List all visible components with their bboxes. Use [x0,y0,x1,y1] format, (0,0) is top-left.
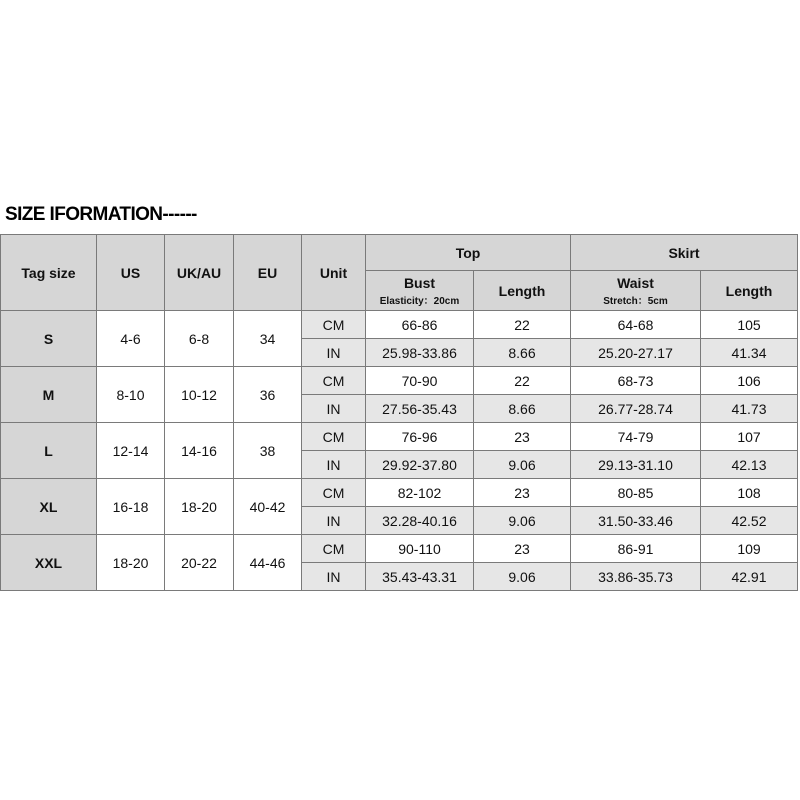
header-top-length: Length [474,271,571,311]
top-length-cell: 9.06 [474,451,571,479]
header-row-top [1,235,798,271]
bust-cell: 29.92-37.80 [366,451,474,479]
tag-size-cell: XL [1,479,97,535]
top-length-cell: 23 [474,535,571,563]
waist-cell: 74-79 [571,423,701,451]
unit-cell: IN [302,339,366,367]
table-row [1,367,798,395]
header-us: US [97,235,165,311]
header-waist-note: Stretch：5cm [603,295,668,307]
unit-cell: IN [302,507,366,535]
top-length-cell: 23 [474,423,571,451]
skirt-length-cell: 106 [701,367,798,395]
us-size-cell: 4-6 [97,311,165,367]
top-length-cell: 9.06 [474,563,571,591]
eu-size-cell: 40-42 [234,479,302,535]
waist-cell: 26.77-28.74 [571,395,701,423]
waist-cell: 33.86-35.73 [571,563,701,591]
top-length-cell: 9.06 [474,507,571,535]
header-unit: Unit [302,235,366,311]
eu-size-cell: 38 [234,423,302,479]
skirt-length-cell: 41.73 [701,395,798,423]
unit-cell: IN [302,563,366,591]
header-tag-size: Tag size [1,235,97,311]
bust-cell: 25.98-33.86 [366,339,474,367]
top-length-cell: 22 [474,367,571,395]
tag-size-cell: M [1,367,97,423]
header-uk-au: UK/AU [165,235,234,311]
header-skirt-length: Length [701,271,798,311]
size-table [0,234,798,591]
unit-cell: CM [302,311,366,339]
header-bust-note: Elasticity：20cm [379,295,460,307]
unit-cell: CM [302,423,366,451]
table-row [1,535,798,563]
us-size-cell: 8-10 [97,367,165,423]
eu-size-cell: 36 [234,367,302,423]
waist-cell: 31.50-33.46 [571,507,701,535]
bust-cell: 27.56-35.43 [366,395,474,423]
uk-au-size-cell: 14-16 [165,423,234,479]
header-eu: EU [234,235,302,311]
waist-cell: 86-91 [571,535,701,563]
uk-au-size-cell: 6-8 [165,311,234,367]
skirt-length-cell: 42.13 [701,451,798,479]
skirt-length-cell: 107 [701,423,798,451]
skirt-length-cell: 42.52 [701,507,798,535]
waist-cell: 29.13-31.10 [571,451,701,479]
top-length-cell: 22 [474,311,571,339]
bust-cell: 70-90 [366,367,474,395]
eu-size-cell: 44-46 [234,535,302,591]
size-table-body [1,235,798,591]
bust-cell: 35.43-43.31 [366,563,474,591]
unit-cell: CM [302,535,366,563]
table-row [1,423,798,451]
skirt-length-cell: 41.34 [701,339,798,367]
uk-au-size-cell: 10-12 [165,367,234,423]
top-length-cell: 8.66 [474,395,571,423]
uk-au-size-cell: 18-20 [165,479,234,535]
skirt-length-cell: 109 [701,535,798,563]
unit-cell: IN [302,451,366,479]
header-waist [571,271,701,311]
skirt-length-cell: 42.91 [701,563,798,591]
waist-cell: 64-68 [571,311,701,339]
skirt-length-cell: 108 [701,479,798,507]
header-skirt: Skirt [571,235,798,271]
bust-cell: 66-86 [366,311,474,339]
bust-cell: 76-96 [366,423,474,451]
top-length-cell: 8.66 [474,339,571,367]
waist-cell: 80-85 [571,479,701,507]
us-size-cell: 16-18 [97,479,165,535]
tag-size-cell: L [1,423,97,479]
header-bust-label: Bust [403,274,436,291]
us-size-cell: 12-14 [97,423,165,479]
header-top: Top [366,235,571,271]
table-row [1,311,798,339]
unit-cell: IN [302,395,366,423]
bust-cell: 82-102 [366,479,474,507]
waist-cell: 68-73 [571,367,701,395]
waist-cell: 25.20-27.17 [571,339,701,367]
skirt-length-cell: 105 [701,311,798,339]
top-length-cell: 23 [474,479,571,507]
us-size-cell: 18-20 [97,535,165,591]
table-row [1,479,798,507]
bust-cell: 90-110 [366,535,474,563]
unit-cell: CM [302,479,366,507]
tag-size-cell: S [1,311,97,367]
tag-size-cell: XXL [1,535,97,591]
page-title: SIZE IFORMATION------ [5,204,197,225]
bust-cell: 32.28-40.16 [366,507,474,535]
eu-size-cell: 34 [234,311,302,367]
unit-cell: CM [302,367,366,395]
uk-au-size-cell: 20-22 [165,535,234,591]
header-waist-label: Waist [617,274,654,291]
header-bust [366,271,474,311]
